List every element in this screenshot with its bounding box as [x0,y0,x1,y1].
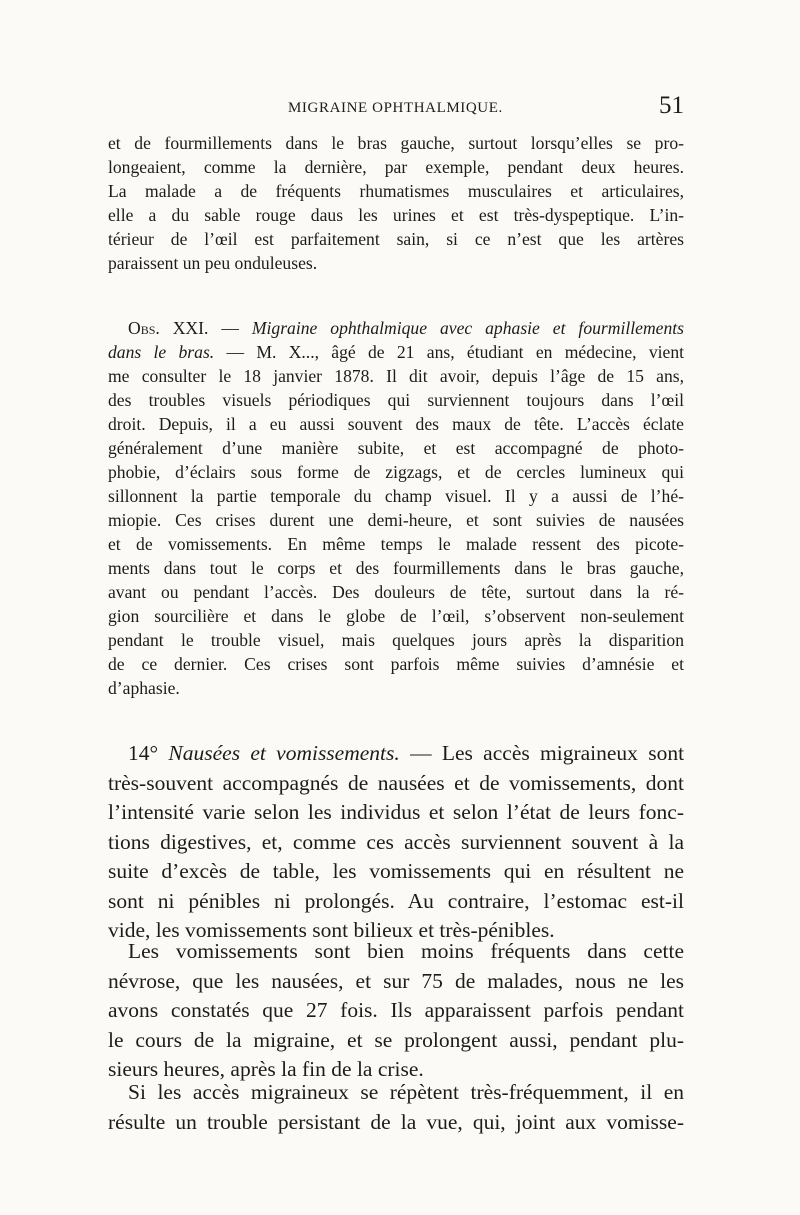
text-line: Si les accès migraineux se répètent très-fréquemment, il en [128,1080,684,1104]
text-line: résulte un trouble persistant de la vue, qui, joint aux vomisse- [108,1109,684,1134]
section-dash: — [410,741,432,765]
text-line: d’aphasie. [108,678,180,698]
text-line: elle a du sable rouge daus les urines et est très-dyspeptique. L’in- [108,205,684,225]
section-title: Nausées et vomissements. [168,741,400,765]
text-line: et de vomissements. En même temps le malade ressent des picote- [108,534,684,554]
text-line: avons constatés que 27 fois. Ils apparaissent parfois pendant [108,998,684,1022]
text-line: paraissent un peu onduleuses. [108,253,318,273]
section-number: 14° [128,741,159,765]
text-line: très-souvent accompagnés de nausées et de vomissements, dont [108,770,684,795]
page-header [108,92,684,122]
text-line: le cours de la migraine, et se prolongent aussi, pendant plu- [108,1027,684,1052]
text-line: tions digestives, et, comme ces accès surviennent souvent à la [108,829,684,854]
observation-text-start: M. X..., âgé de 21 ans, étudiant en médecine, vient [256,342,684,362]
text-line: phobie, d’éclairs sous forme de zigzags, et de cercles lumineux qui [108,462,684,482]
section-text-start: Les accès migraineux sont [441,741,684,765]
page-number: 51 [659,92,684,119]
text-line: gion sourcilière et dans le globe de l’œil, s’observent non-seulement [108,606,684,626]
text-line: des troubles visuels périodiques qui surviennent toujours dans l’œil [108,390,684,410]
observation-xxi [108,316,684,700]
observation-title: Migraine ophthalmique avec aphasie et fourmillements [251,318,684,338]
text-line: térieur de l’œil est parfaitement sain, si ce n’est que les artères [108,229,684,249]
paragraph-vomissements [108,937,684,1085]
observation-label: Obs. XXI. [128,318,209,338]
running-title: MIGRAINE OPHTHALMIQUE. [288,100,503,116]
text-line: sieurs heures, après la fin de la crise. [108,1057,424,1081]
text-line: sillonnent la partie temporale du champ visuel. Il y a aussi de l’hé- [108,486,684,506]
paragraph-acces [108,1078,684,1137]
text-line: suite d’excès de table, les vomissements qui en résultent ne [108,859,684,883]
paragraph-continuation [108,131,684,275]
section-heading [108,739,684,769]
section-14 [108,739,684,946]
observation-heading: Obs. XXI. — Migraine ophthalmique avec aphasie et fourmillements [128,318,684,338]
text-line: longeaient, comme la dernière, par exemple, pendant deux heures. [108,157,684,177]
text-line: me consulter le 18 janvier 1878. Il dit avoir, depuis l’âge de 15 ans, [108,366,684,386]
text-line: et de fourmillements dans le bras gauche, surtout lorsqu’elles se pro- [108,133,684,153]
text-line: vide, les vomissements sont bilieux et très-pénibles. [108,918,555,942]
text-line: Les vomissements sont bien moins fréquents dans cette [128,939,684,963]
text-line: l’intensité varie selon les individus et selon l’état de leurs fonc- [108,800,684,824]
text-line: dans le bras. — M. X..., âgé de 21 ans, étudiant en médecine, vient [108,342,684,362]
text-line: névrose, que les nausées, et sur 75 de malades, nous ne les [108,968,684,993]
text-line: ments dans tout le corps et des fourmillements dans le bras gauche, [108,558,684,578]
text-line: généralement d’une manière subite, et est accompagné de photo- [108,438,684,458]
text-line: droit. Depuis, il a eu aussi souvent des maux de tête. L’accès éclate [108,414,684,434]
text-line: pendant le trouble visuel, mais quelques jours après la disparition [108,630,684,650]
text-line: sont ni pénibles ni prolongés. Au contraire, l’estomac est-il [108,888,684,913]
text-line: de ce dernier. Ces crises sont parfois même suivies d’amnésie et [108,654,684,674]
text-line: avant ou pendant l’accès. Des douleurs de tête, surtout dans la ré- [108,582,684,602]
observation-title-end: dans le bras. [108,342,215,362]
text-line: miopie. Ces crises durent une demi-heure, et sont suivies de nausées [108,510,684,530]
text-line: La malade a de fréquents rhumatismes musculaires et articulaires, [108,181,684,201]
